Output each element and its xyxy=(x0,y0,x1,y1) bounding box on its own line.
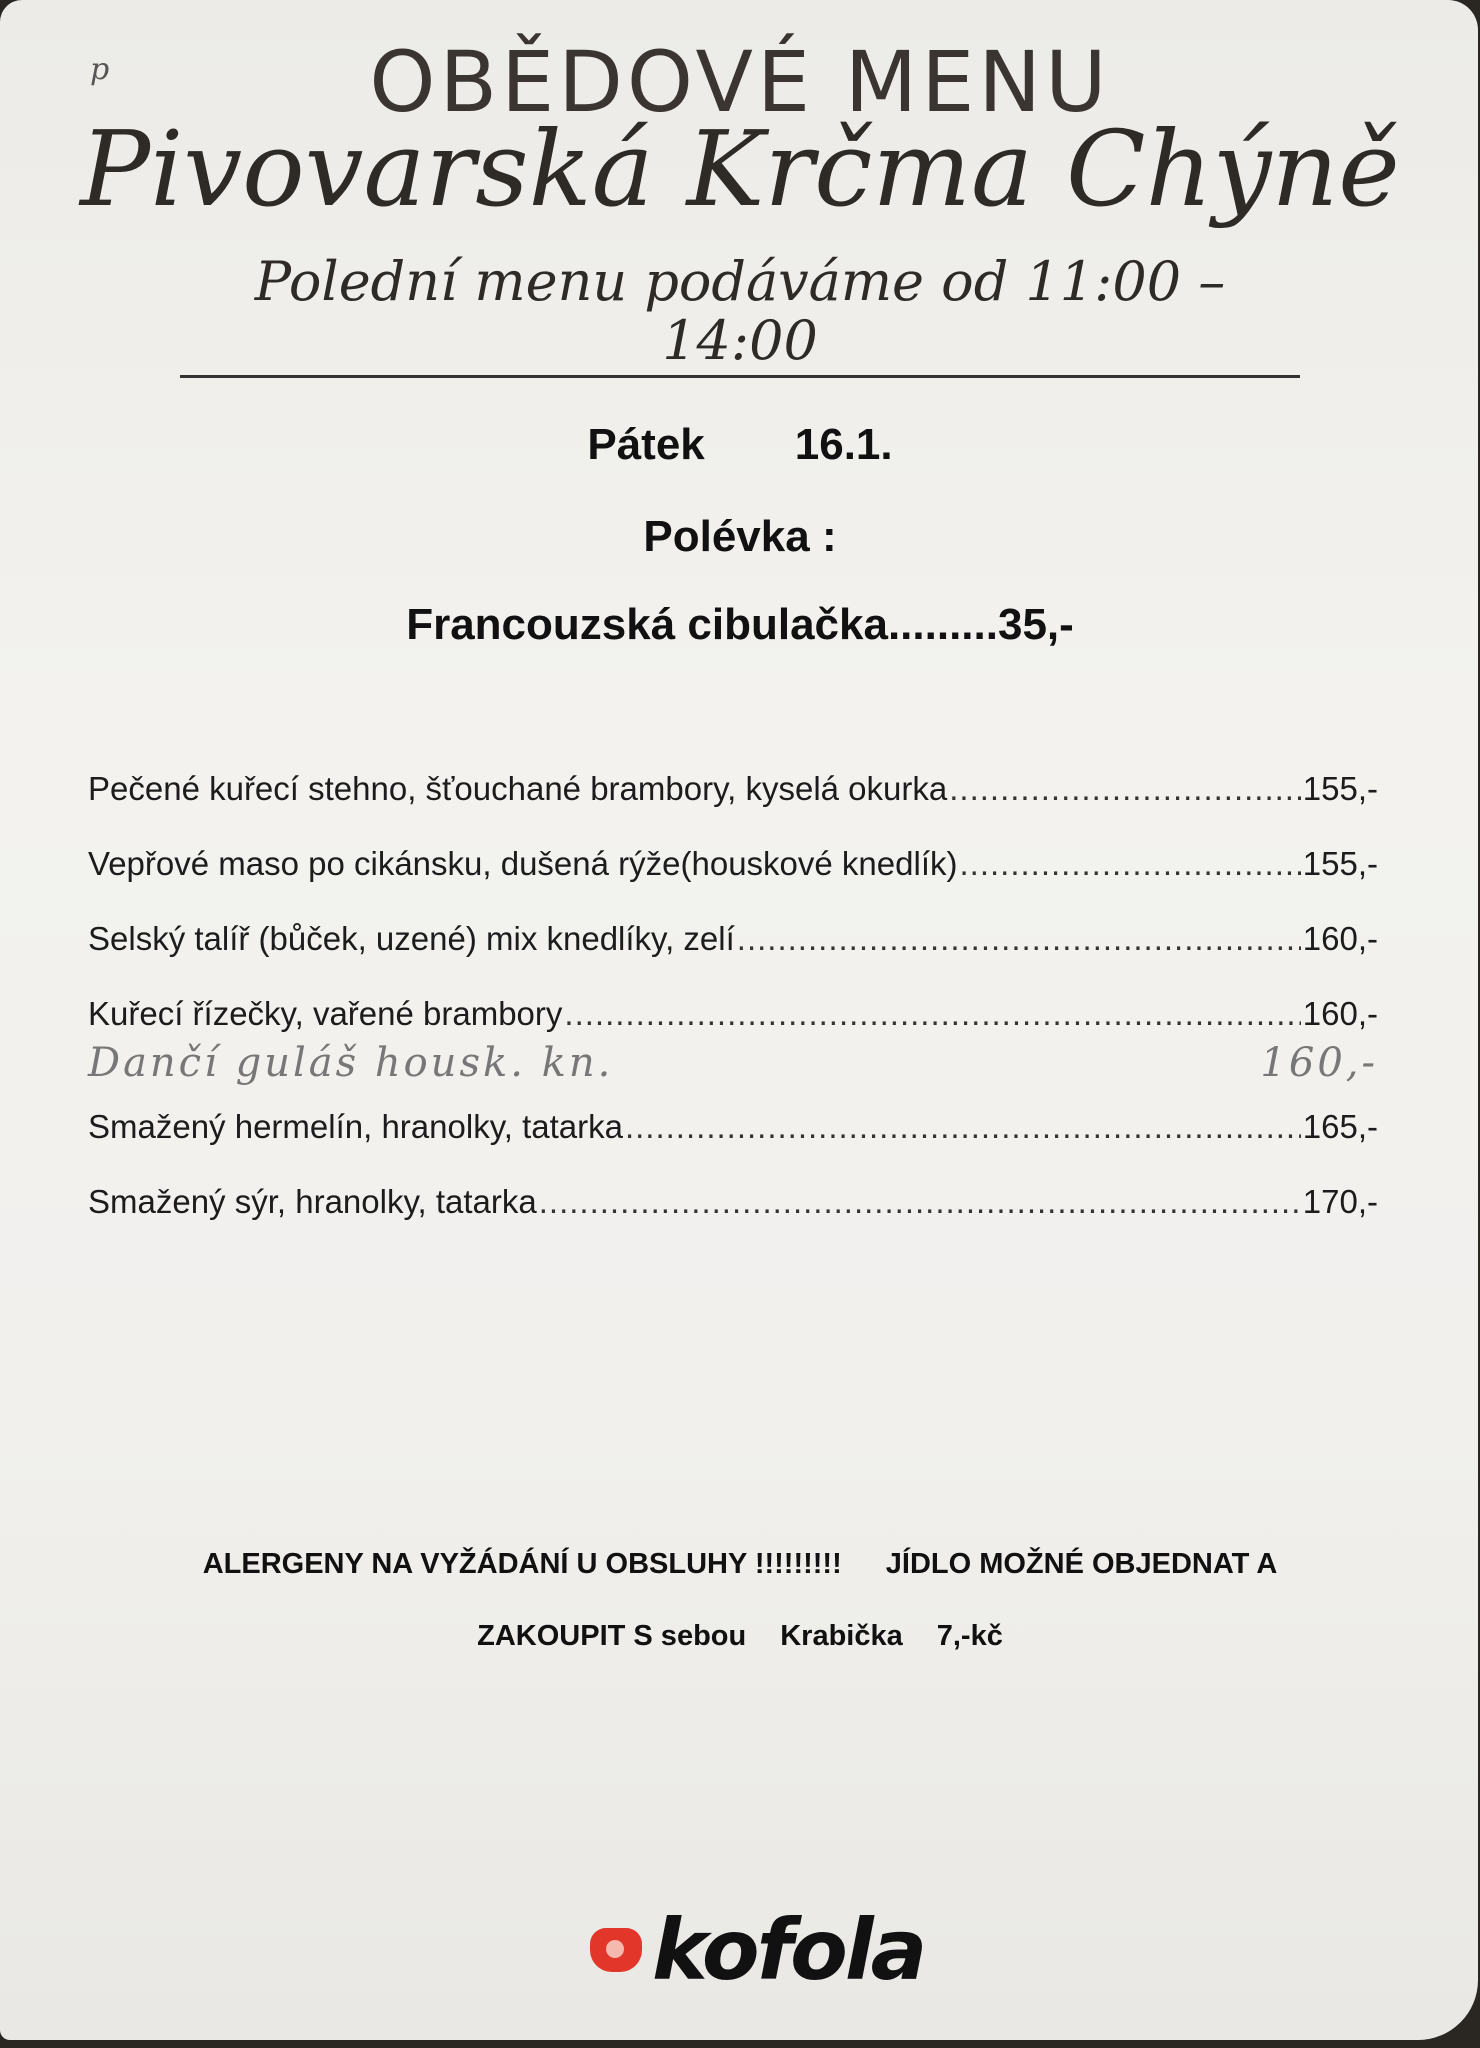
allergen-note: ALERGENY NA VYŽÁDÁNÍ U OBSLUHY !!!!!!!!! xyxy=(202,1548,842,1580)
kofola-heart-icon xyxy=(590,1928,642,1972)
takeaway-note-cont: ZAKOUPIT S sebou xyxy=(477,1620,747,1652)
dish-list xyxy=(88,770,1378,1258)
dish-price: 160,- xyxy=(1302,995,1378,1032)
handwritten-dish xyxy=(88,1040,1378,1086)
menu-title: OBĚDOVÉ MENU xyxy=(369,33,1111,131)
dish-name: Kuřecí řízečky, vařené brambory xyxy=(88,995,563,1032)
dish-name: Selský talíř (bůček, uzené) mix knedlíky, zelí xyxy=(88,920,735,957)
dish-price: 160,- xyxy=(1302,920,1378,957)
dish-item xyxy=(88,920,1378,995)
footer-takeaway xyxy=(0,1620,1478,1653)
dish-item xyxy=(88,770,1378,845)
handwritten-dish-name: Dančí guláš housk. kn. xyxy=(88,1040,614,1086)
dish-name: Smažený hermelín, hranolky, tatarka xyxy=(88,1108,623,1145)
logo-text: kofola xyxy=(652,1901,925,1999)
footer-notice xyxy=(0,1548,1478,1581)
day-row xyxy=(0,420,1478,470)
soup-item: Francouzská cibulačka.........35,- xyxy=(406,600,1074,649)
dish-name: Vepřové maso po cikánsku, dušená rýže(houskové knedlík) xyxy=(88,845,958,882)
dish-price: 170,- xyxy=(1302,1183,1378,1220)
box-price: 7,-kč xyxy=(936,1620,1003,1652)
dot-leader xyxy=(564,995,1300,1033)
restaurant-name: Pivovarská Krčma Chýně xyxy=(80,108,1400,230)
serving-hours: Polední menu podáváme od 11:00 – 14:00 xyxy=(180,252,1300,378)
dish-item xyxy=(88,1108,1378,1183)
kofola-logo xyxy=(590,1901,925,1999)
dish-price: 155,- xyxy=(1302,770,1378,807)
dish-price: 155,- xyxy=(1302,845,1378,882)
dish-price: 165,- xyxy=(1302,1108,1378,1145)
dot-leader xyxy=(625,1108,1301,1146)
dish-name: Smažený sýr, hranolky, tatarka xyxy=(88,1183,537,1220)
dish-item xyxy=(88,1183,1378,1258)
handwritten-dish-price: 160,- xyxy=(1260,1040,1378,1086)
dish-item xyxy=(88,845,1378,920)
dot-leader xyxy=(959,845,1300,883)
dot-leader xyxy=(737,920,1301,958)
dot-leader xyxy=(949,770,1301,808)
dot-leader xyxy=(539,1183,1301,1221)
box-label: Krabička xyxy=(780,1620,903,1652)
dish-name: Pečené kuřecí stehno, šťouchané brambory, kyselá okurka xyxy=(88,770,948,807)
soup-heading: Polévka : xyxy=(643,512,837,561)
takeaway-note: JÍDLO MOŽNÉ OBJEDNAT A xyxy=(885,1548,1278,1580)
corner-mark: p xyxy=(90,52,110,87)
day-name: Pátek xyxy=(587,420,705,469)
day-date: 16.1. xyxy=(794,420,893,469)
